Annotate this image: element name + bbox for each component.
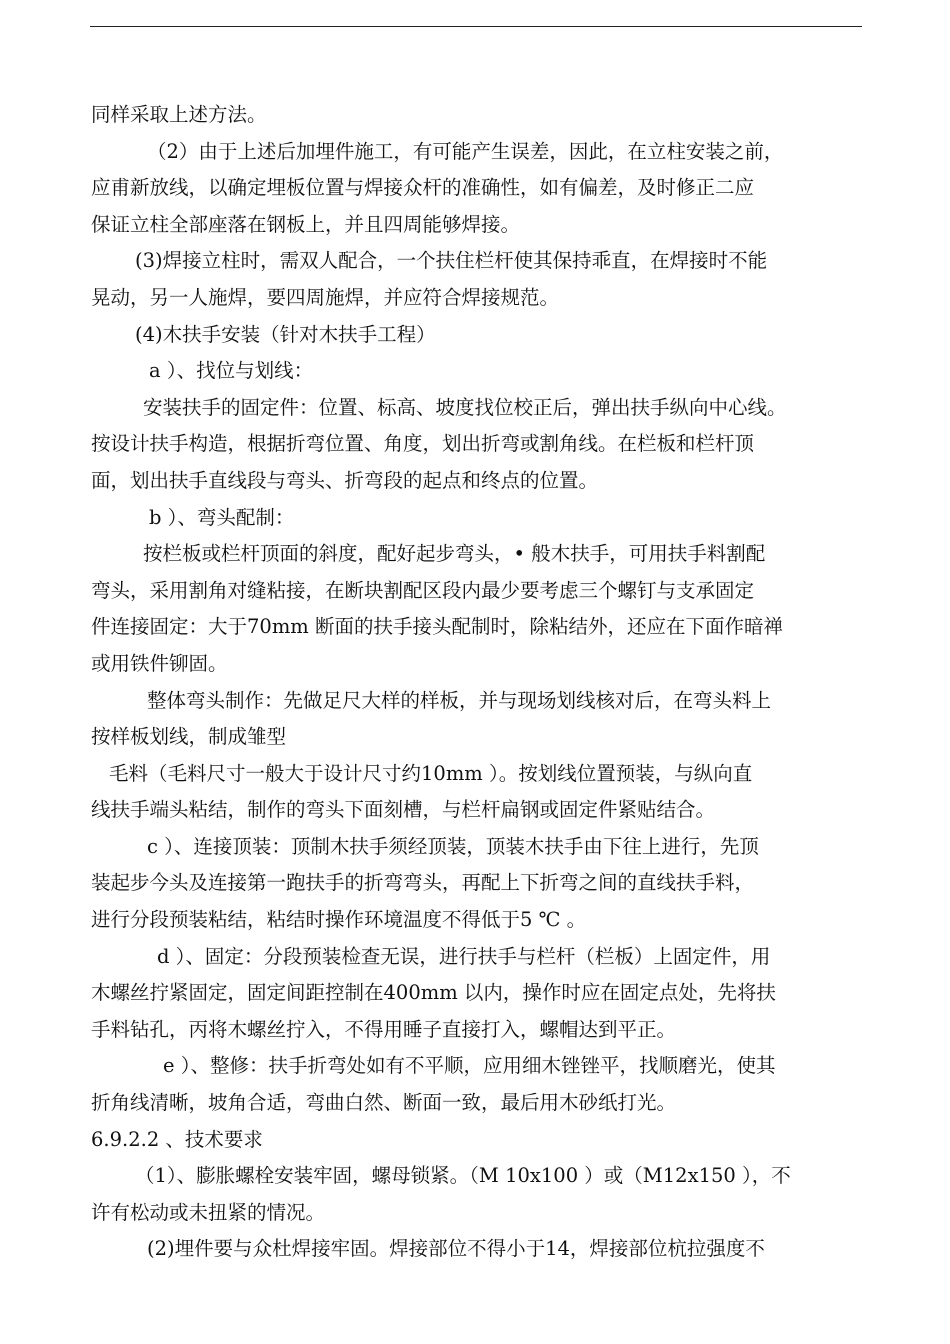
text-line: 装起步今头及连接第一跑扶手的折弯弯头，再配上下折弯之间的直线扶手料， <box>91 871 755 895</box>
text-line: b ）、弯头配制： <box>149 505 295 529</box>
text-line: 件连接固定：大于70mm 断面的扶手接头配制时，除粘结外，还应在下面作暗禅 <box>91 615 783 639</box>
text-line: 毛料（毛料尺寸一般大于设计尺寸约10mm ）。按划线位置预装，与纵向直 <box>109 761 753 785</box>
text-line: (2)埋件要与众杜焊接牢固。焊接部位不得小于14，焊接部位杭拉强度不 <box>147 1237 765 1261</box>
text-line: 安装扶手的固定件：位置、标高、坡度找位校正后，弹出扶手纵向中心线。 <box>143 395 787 419</box>
text-line: 或用铁件铆固。 <box>91 651 228 675</box>
text-line: 保证立柱全部座落在钢板上，并且四周能够焊接。 <box>91 212 521 236</box>
text-line: 按设计扶手构造，根据折弯位置、角度，划出折弯或割角线。在栏板和栏杆顶 <box>91 432 755 456</box>
document-body <box>91 97 866 1268</box>
text-line: 弯头，采用割角对缝粘接，在断块割配区段内最少要考虑三个螺钉与支承固定 <box>91 578 755 602</box>
text-line: 折角线清晰，坡角合适，弯曲白然、断面一致，最后用木砂纸打光。 <box>91 1091 677 1115</box>
text-line: 面，划出扶手直线段与弯头、折弯段的起点和终点的位置。 <box>91 468 599 492</box>
text-line: c ）、连接顶装：顶制木扶手须经顶装，顶装木扶手由下往上进行，先顶 <box>147 834 759 858</box>
text-line: a ）、找位与划线： <box>149 359 314 383</box>
text-line: e ）、整修：扶手折弯处如有不平顺，应用细木锉锉平，找顺磨光，使其 <box>163 1054 776 1078</box>
text-line: 晃动，另一人施焊，要四周施焊，并应符合焊接规范。 <box>91 285 560 309</box>
text-line: 手料钻孔，丙将木螺丝拧入，不得用睡子直接打入，螺帽达到平正。 <box>91 1017 677 1041</box>
text-line: 木螺丝拧紧固定，固定间距控制在400mm 以内，操作时应在固定点处，先将扶 <box>91 981 776 1005</box>
text-line: 按样板划线，制成雏型 <box>91 725 287 749</box>
text-line: 线扶手端头粘结，制作的弯头下面刻槽，与栏杆扁钢或固定件紧贴结合。 <box>91 798 716 822</box>
text-line: (4)木扶手安装（针对木扶手工程） <box>135 322 436 346</box>
text-line: d ）、固定：分段预装检查无误，进行扶手与栏杆（栏板）上固定件，用 <box>157 944 771 968</box>
text-line: 进行分段预装粘结，粘结时操作环境温度不得低于5 ℃ 。 <box>91 908 587 932</box>
text-line: （2）由于上述后加埋件施工，有可能产生误差，因此，在立柱安装之前， <box>147 139 784 163</box>
text-line: 应甫新放线，以确定埋板位置与焊接众杆的准确性，如有偏差，及时修正二应 <box>91 176 755 200</box>
section-heading: 6.9.2.2 、技术要求 <box>91 1127 263 1151</box>
text-line: （1）、膨胀螺栓安装牢固，螺母锁紧。（M 10x100 ）或（M12x150 ），不 <box>135 1164 791 1188</box>
text-line: 整体弯头制作：先做足尺大样的样板，并与现场划线核对后，在弯头料上 <box>147 688 772 712</box>
header-rule <box>90 26 862 27</box>
text-line: (3)焊接立柱时，需双人配合，一个扶住栏杆使其保持乖直，在焊接时不能 <box>135 249 768 273</box>
text-line: 按栏板或栏杆顶面的斜度，配好起步弯头，• 般木扶手，可用扶手料割配 <box>143 542 766 566</box>
text-line: 同样采取上述方法。 <box>91 103 267 126</box>
text-line: 许有松动或未扭紧的情况。 <box>91 1200 326 1224</box>
